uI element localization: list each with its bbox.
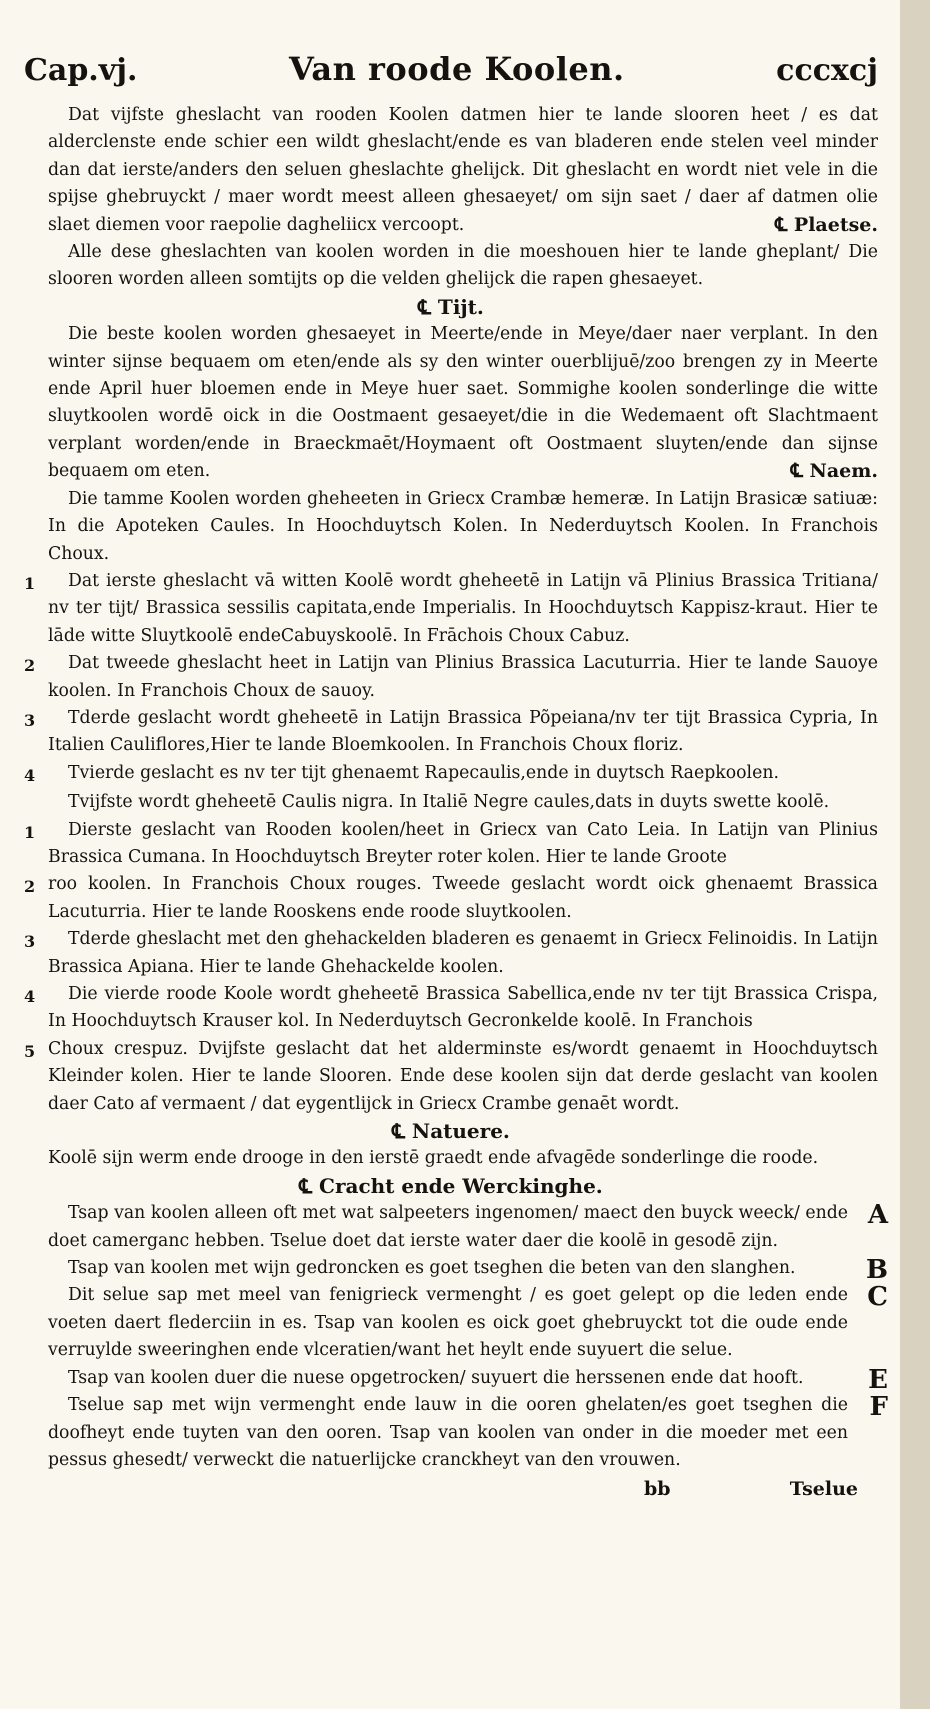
paragraph-number xyxy=(24,1145,48,1172)
paragraph-text: Tsap van koolen duer die nuese opgetrocken/ suyuert die herssenen ende dat hooft. xyxy=(68,1367,804,1388)
paragraph-text: Tvierde geslacht es nv ter tijt ghenaemt Rapecaulis,ende in duytsch Raepkoolen. xyxy=(68,762,779,783)
paragraph-number xyxy=(24,239,48,294)
paragraph xyxy=(24,1255,888,1286)
paragraph xyxy=(24,926,878,981)
paragraph-text: Koolē sijn werm ende drooge in den ierstē graedt ende afvagēde sonderlinge die roode. xyxy=(48,1148,819,1169)
paragraph-text: Tderde geslacht wordt gheheetē in Latijn Brassica Põpeiana/nv ter tijt Brassica Cypria, In Italien Cauliflores,Hier te lande Bloemkoolen. In Franchois Choux floriz. xyxy=(48,707,878,756)
section-heading: ℄ Natuere. xyxy=(392,1119,510,1144)
margin-letter: C xyxy=(867,1282,888,1313)
paragraph xyxy=(24,102,878,239)
inline-section-heading: ℄ Naem. xyxy=(790,460,878,483)
paragraph-number xyxy=(24,789,48,816)
paragraph xyxy=(24,817,878,872)
section-heading: ℄ Tijt. xyxy=(418,294,484,319)
page-title: Van roode Koolen. xyxy=(288,50,625,88)
paragraph xyxy=(24,789,878,816)
paragraph-text: Tderde gheslacht met den ghehackelden bladeren es genaemt in Griecx Felinoidis. In Latijn Brassica Apiana. Hier te lande Ghehackelde koolen. xyxy=(48,929,878,977)
paragraph-number: 1 xyxy=(24,573,36,593)
paragraph xyxy=(24,568,878,650)
paragraph-text xyxy=(48,102,878,239)
paragraph-body: Die beste koolen worden ghesaeyet in Meerte/ende in Meye/daer naer verplant. In den winter sijnse bequaem om eten/ende als sy den winter ouerblijuē/zoo brengen zy in Meerte ende April huer bloemen ende in Meye huer saet. Sommighe koolen sonderlinge die witte sluytkoolen wordē oick in die Oostmaent gesaeyet/die in die Wedemaent oft Slachtmaent verplant worden/ende in Braeckmaēt/Hoymaent oft Oostmaent sluyten/ende dan sijnse bequaem om eten. xyxy=(48,324,878,482)
paragraph-text: Tselue sap met wijn vermenght ende lauw in die ooren ghelaten/es goet tseghen die doofheyt ende tuyten van den ooren. Tsap van koolen van onder in die moeder met een pessus ghesedt/ verweckt die natuerlijcke cranckheyt van den vrouwen. xyxy=(48,1395,848,1470)
paragraph xyxy=(24,1364,888,1395)
page-footer xyxy=(24,1478,878,1500)
folio-number: cccxcj xyxy=(776,53,878,88)
paragraph xyxy=(24,321,878,485)
paragraph-number xyxy=(24,1282,48,1364)
paragraph-number: 3 xyxy=(24,710,36,730)
margin-letter: F xyxy=(869,1392,888,1423)
section-heading: ℄ Cracht ende Werckinghe. xyxy=(299,1173,603,1198)
paragraph-text: Dierste geslacht van Rooden koolen/heet in Griecx van Cato Leia. In Latijn van Plinius Brassica Cumana. In Hoochduytsch Breyter roter kolen. Hier te lande Groote xyxy=(48,819,878,867)
paragraph-number: 4 xyxy=(24,765,36,785)
paragraph xyxy=(24,1036,878,1118)
paragraph-text xyxy=(48,321,878,485)
paragraph-number xyxy=(24,1255,48,1282)
paragraph xyxy=(24,1392,888,1474)
paragraph xyxy=(24,705,878,760)
signature-mark: bb xyxy=(644,1478,671,1501)
paragraph-text: Die tamme Koolen worden gheheeten in Griecx Crambæ hemeræ. In Latijn Brasicæ satiuæ: In die Apoteken Caules. In Hoochduytsch Kolen. In Nederduytsch Koolen. In Franchois Choux. xyxy=(48,488,878,564)
paragraph-text: Alle dese gheslachten van koolen worden in die moeshouen hier te lande gheplant/ Die slooren worden alleen somtijts op die velden ghelijck die rapen ghesaeyet. xyxy=(48,242,878,290)
paragraph-number: 4 xyxy=(24,987,36,1006)
paragraph-text: Dat tweede gheslacht heet in Latijn van Plinius Brassica Lacuturria. Hier te lande Sauoye koolen. In Franchois Choux de sauoy. xyxy=(48,653,878,701)
paragraph xyxy=(24,871,878,926)
paragraph xyxy=(24,650,878,705)
paragraph-number: 1 xyxy=(24,822,36,842)
paragraph-number: 2 xyxy=(24,656,36,676)
paragraph-number xyxy=(24,102,48,239)
paragraph-text: Choux crespuz. Dvijfste geslacht dat het alderminste es/wordt genaemt in Hoochduytsch Kleinder kolen. Hier te lande Slooren. Ende dese koolen sijn dat derde geslacht van koolen daer Cato af vermaent / dat eygentlijck in Griecx Crambe genaēt wordt. xyxy=(48,1038,878,1114)
paragraph-number xyxy=(24,1200,48,1255)
paragraph-number xyxy=(24,1365,48,1392)
page-edge xyxy=(900,0,930,1709)
paragraph-text: Tsap van koolen alleen oft met wat salpeeters ingenomen/ maect den buyck weeck/ ende doet camerganc hebben. Tselue doet dat ierste water daer die koolē in gesodē zijn. xyxy=(48,1203,848,1251)
margin-letter: A xyxy=(867,1200,888,1231)
paragraph xyxy=(24,760,878,789)
paragraph-number xyxy=(24,1392,48,1474)
paragraph-text: Die vierde roode Koole wordt gheheetē Brassica Sabellica,ende nv ter tijt Brassica Crispa, In Hoochduytsch Krauser kol. In Nederduytsch Gecronkelde koolē. In Franchois xyxy=(48,984,878,1032)
inline-section-heading: ℄ Plaetse. xyxy=(775,213,878,236)
paragraph xyxy=(24,239,878,294)
paragraph-body: Dat vijfste gheslacht van rooden Koolen datmen hier te lande slooren heet / es dat alderclenste ende schier een wildt gheslacht/ende es van bladeren ende stelen veel minder dan dat ierste/anders den seluen gheslachte ghelijck. Dit gheslacht en wordt niet vele in die spijse ghebruyckt / maer wordt meest alleen ghesaeyet/ om sijn saet / daer af datmen olie slaet diemen voor raepolie dagheliicx vercoopt. xyxy=(48,105,878,235)
paragraph-number xyxy=(24,486,48,568)
paragraph-text: Dat ierste gheslacht vā witten Koolē wordt gheheetē in Latijn vā Plinius Brassica Tritiana/ nv ter tijt/ Brassica sessilis capitata,ende Imperialis. In Hoochduytsch Kappisz-kraut. Hier te lāde witte Sluytkoolē endeCabuyskoolē. In Frāchois Choux Cabuz. xyxy=(48,570,878,646)
paragraph xyxy=(24,486,878,568)
body-text xyxy=(24,102,888,1474)
paragraph-number: 2 xyxy=(24,877,36,897)
paragraph xyxy=(24,1145,878,1172)
paragraph xyxy=(24,1282,888,1364)
paragraph xyxy=(24,981,878,1036)
margin-letter: B xyxy=(866,1255,888,1286)
paragraph-text: Dit selue sap met meel van fenigrieck vermenght / es goet gelept op die leden ende voeten daert flederciin in es. Tsap van koolen es oick goet ghebruyckt tot die oude ende verruylde sweeringhen ende vlceratien/want het heylt ende suyuert die selue. xyxy=(48,1285,848,1361)
paragraph-text: roo koolen. In Franchois Choux rouges. Tweede geslacht wordt oick ghenaemt Brassica Lacuturria. Hier te lande Rooskens ende roode sluytkoolen. xyxy=(48,874,878,922)
catchword: Tselue xyxy=(789,1478,858,1501)
paragraph-text: Tsap van koolen met wijn gedroncken es goet tseghen die beten van den slanghen. xyxy=(68,1258,796,1279)
paragraph-number: 5 xyxy=(24,1041,36,1061)
chapter-label: Cap.vj. xyxy=(24,53,138,88)
paragraph-number xyxy=(24,321,48,485)
paragraph-number: 3 xyxy=(24,932,36,952)
margin-letter: E xyxy=(868,1364,888,1395)
paragraph-text: Tvijfste wordt gheheetē Caulis nigra. In Italiē Negre caules,dats in duyts swette koolē. xyxy=(68,792,830,813)
paragraph xyxy=(24,1200,888,1255)
running-header xyxy=(24,50,878,102)
